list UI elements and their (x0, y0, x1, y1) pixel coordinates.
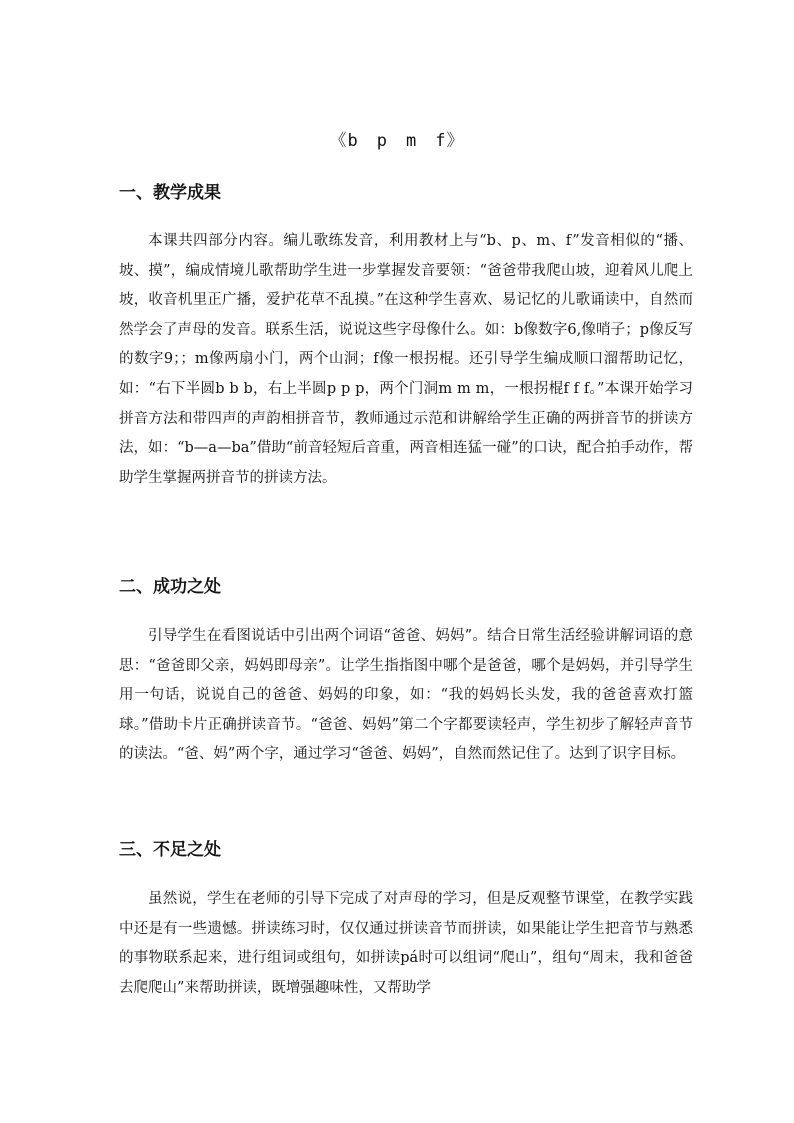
section-heading-successes: 二、成功之处 (119, 577, 221, 597)
section-heading-shortcomings: 三、不足之处 (119, 840, 221, 860)
section-body-shortcomings: 虽然说，学生在老师的引导下完成了对声母的学习，但是反观整节课堂，在教学实践中还是有一些遗憾。拼读练习时，仅仅通过拼读音节而拼读，如果能让学生把音节与熟悉的事物联系起来，进行组词或组句，如拼读pá时可以组词“爬山”，组句“周末，我和爸爸去爬爬山”来帮助拼读，既增强趣味性，又帮助学 (119, 891, 693, 996)
section-body-successes: 引导学生在看图说话中引出两个词语“爸爸、妈妈”。结合日常生活经验讲解词语的意思：“爸爸即父亲，妈妈即母亲”。让学生指指图中哪个是爸爸，哪个是妈妈，并引导学生用一句话，说说自己的爸爸、妈妈的印象，如：“我的妈妈长头发，我的爸爸喜欢打篮球。”借助卡片正确拼读音节。“爸爸、妈妈”第二个字都要读轻声，学生初步了解轻声音节的读法。“爸、妈”两个字，通过学习“爸爸、妈妈”，自然而然记住了。达到了识字目标。 (119, 628, 693, 763)
section-body-teaching-results: 本课共四部分内容。编儿歌练发音，利用教材上与“b、p、m、f”发音相似的“播、坡、摸”，编成情境儿歌帮助学生进一步掌握发音要领：“爸爸带我爬山坡，迎着风儿爬上坡，收音机里正广播，爱护花草不乱摸。”在这种学生喜欢、易记忆的儿歌诵读中，自然而然学会了声母的发音。联系生活，说说这些字母像什么。如：b像数字6,像哨子；p像反写的数字9；；m像两扇小门，两个山洞；f像一根拐棍。还引导学生编成顺口溜帮助记忆，如：“右下半圆b b b，右上半圆p p p，两个门洞m m m，一根拐棍f f f。”本课开始学习拼音方法和带四声的声韵相拼音节，教师通过示范和讲解给学生正确的两拼音节的拼读方法，如：“b—a—ba”借助“前音轻短后音重，两音相连猛一碰”的口诀，配合拍手动作，帮助学生掌握两拼音节的拼读方法。 (119, 233, 693, 486)
section-heading-teaching-results: 一、教学成果 (119, 183, 221, 203)
document-title: 《b p m f》 (329, 131, 465, 151)
